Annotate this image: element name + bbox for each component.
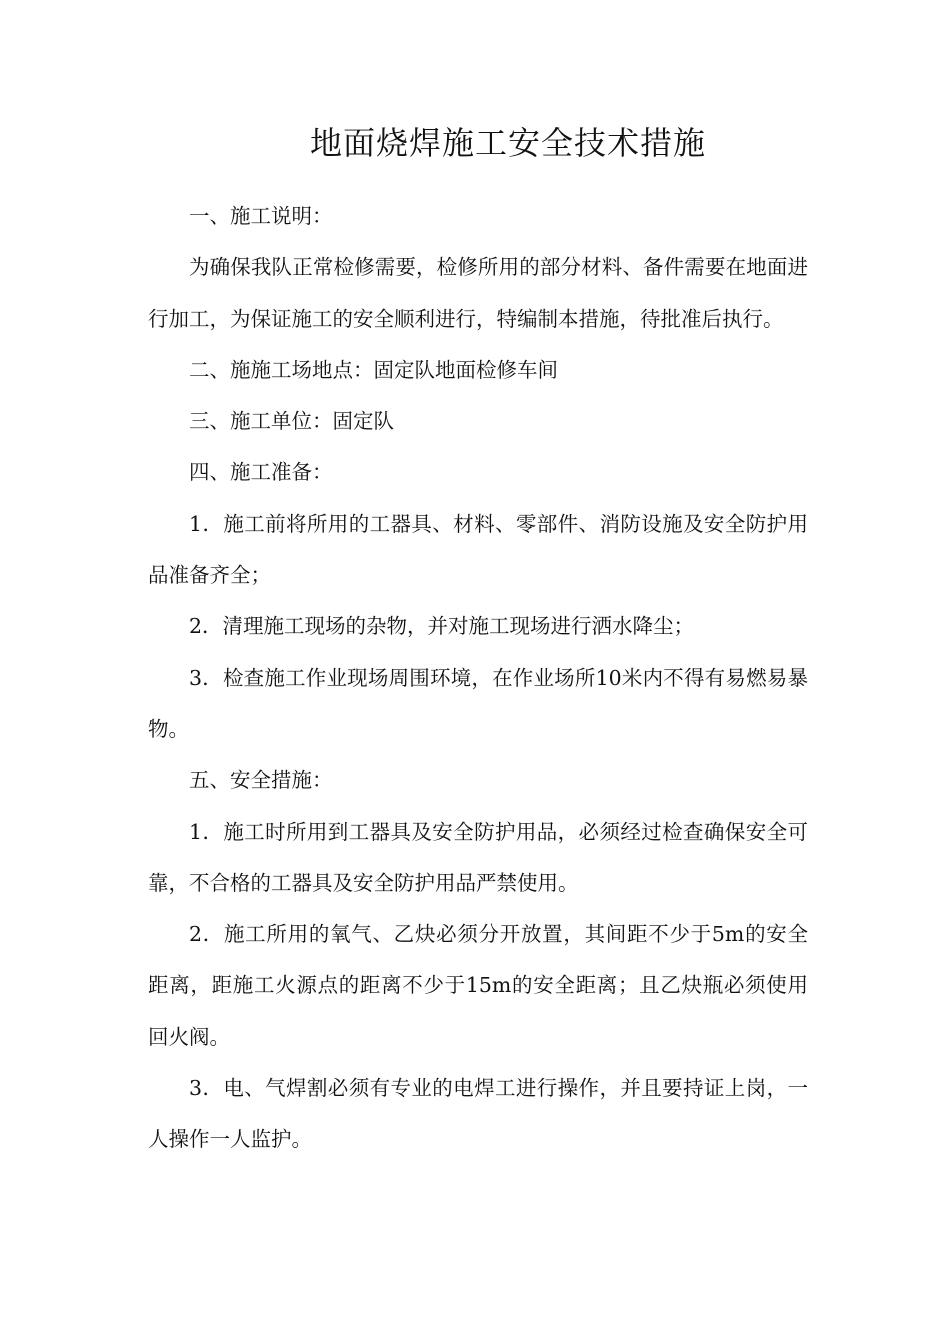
safety-item-2: 2．施工所用的氧气、乙炔必须分开放置，其间距不少于5m的安全距离，距施工火源点的距离不少于15m的安全距离；且乙炔瓶必须使用回火阀。 bbox=[148, 922, 808, 1049]
safety-item-1: 1．施工时所用到工器具及安全防护用品，必须经过检查确保安全可靠，不合格的工器具及安全防护用品严禁使用。 bbox=[148, 819, 808, 895]
section-heading-construction-description: 一、施工说明： bbox=[189, 204, 333, 228]
preparation-item-3: 3．检查施工作业现场周围环境，在作业场所10米内不得有易燃易暴物。 bbox=[148, 665, 808, 741]
preparation-item-2: 2．清理施工现场的杂物，并对施工现场进行洒水降尘； bbox=[189, 614, 695, 639]
section-heading-preparation: 四、施工准备： bbox=[189, 460, 333, 485]
section-heading-safety-measures: 五、安全措施： bbox=[189, 768, 333, 793]
preparation-item-1: 1．施工前将所用的工器具、材料、零部件、消防设施及安全防护用品准备齐全； bbox=[148, 511, 808, 588]
document-title: 地面烧焊施工安全技术措施 bbox=[309, 124, 706, 162]
document-body bbox=[148, 191, 808, 1166]
section-heading-site: 二、施施工场地点：固定队地面检修车间 bbox=[189, 357, 558, 382]
paragraph-purpose: 为确保我队正常检修需要，检修所用的部分材料、备件需要在地面进行加工，为保证施工的安全顺利进行，特编制本措施，待批准后执行。 bbox=[148, 255, 808, 331]
safety-item-3: 3．电、气焊割必须有专业的电焊工进行操作，并且要持证上岗，一人操作一人监护。 bbox=[148, 1076, 808, 1152]
section-heading-unit: 三、施工单位：固定队 bbox=[189, 409, 394, 434]
